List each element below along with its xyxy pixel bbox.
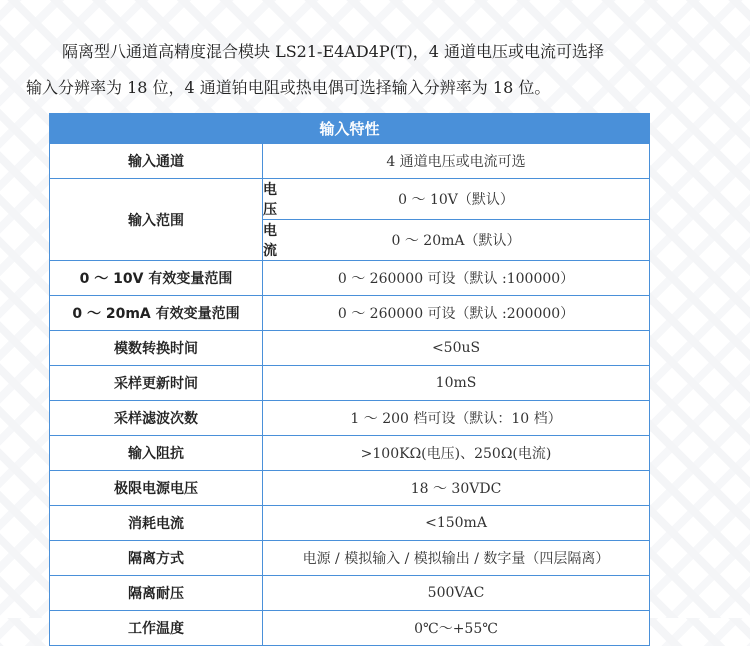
row-value: 0 ～ 10V（默认） xyxy=(263,179,650,220)
row-value: 18 ～ 30VDC xyxy=(263,471,650,506)
table-row xyxy=(50,436,650,471)
row-label: 隔离耐压 xyxy=(50,576,263,611)
row-value: <50uS xyxy=(263,331,650,366)
row-value: 0 ～ 260000 可设（默认 :100000） xyxy=(263,261,650,296)
row-label: 采样更新时间 xyxy=(50,366,263,401)
table-row xyxy=(50,541,650,576)
input-characteristics-table xyxy=(49,113,650,646)
intro-line-2: 输入分辨率为 18 位，4 通道铂电阻或热电偶可选择输入分辨率为 18 位。 xyxy=(26,78,551,97)
row-label: 0 ～ 20mA 有效变量范围 xyxy=(50,296,263,331)
table-row xyxy=(50,261,650,296)
table-row xyxy=(50,471,650,506)
row-value: 电源 / 模拟输入 / 模拟输出 / 数字量（四层隔离） xyxy=(263,541,650,576)
row-value: 4 通道电压或电流可选 xyxy=(263,144,650,179)
table-row: 输入范围 电压 0 ～ 10V（默认） xyxy=(50,179,650,220)
table-title: 输入特性 xyxy=(50,114,650,144)
table-header-row xyxy=(50,114,650,144)
row-label: 消耗电流 xyxy=(50,506,263,541)
table-row xyxy=(50,506,650,541)
row-label: 0 ～ 10V 有效变量范围 xyxy=(50,261,263,296)
row-label: 极限电源电压 xyxy=(50,471,263,506)
table-row xyxy=(50,331,650,366)
table-row: 电流 0 ～ 20mA（默认） xyxy=(50,220,650,261)
row-label: 采样滤波次数 xyxy=(50,401,263,436)
row-label: 隔离方式 xyxy=(50,541,263,576)
table-row xyxy=(50,576,650,611)
row-value: 500VAC xyxy=(263,576,650,611)
table-row xyxy=(50,611,650,646)
row-label: 输入阻抗 xyxy=(50,436,263,471)
row-value: <150mA xyxy=(263,506,650,541)
row-value: 0 ～ 260000 可设（默认 :200000） xyxy=(263,296,650,331)
table-row xyxy=(50,366,650,401)
row-label: 工作温度 xyxy=(50,611,263,646)
row-value: 1 ～ 200 档可设（默认：10 档） xyxy=(263,401,650,436)
row-label: 输入通道 xyxy=(50,144,263,179)
intro-line-1: 隔离型八通道高精度混合模块 LS21-E4AD4P(T)，4 通道电压或电流可选择 xyxy=(62,42,605,61)
row-value: 10mS xyxy=(263,366,650,401)
row-value: 0 ～ 20mA（默认） xyxy=(263,220,650,261)
row-value: 0℃～+55℃ xyxy=(263,611,650,646)
table-row xyxy=(50,144,650,179)
row-value: >100KΩ(电压)、250Ω(电流) xyxy=(263,436,650,471)
table-row xyxy=(50,296,650,331)
table-row xyxy=(50,401,650,436)
row-label: 模数转换时间 xyxy=(50,331,263,366)
row-label-input-range: 输入范围 xyxy=(50,179,263,261)
